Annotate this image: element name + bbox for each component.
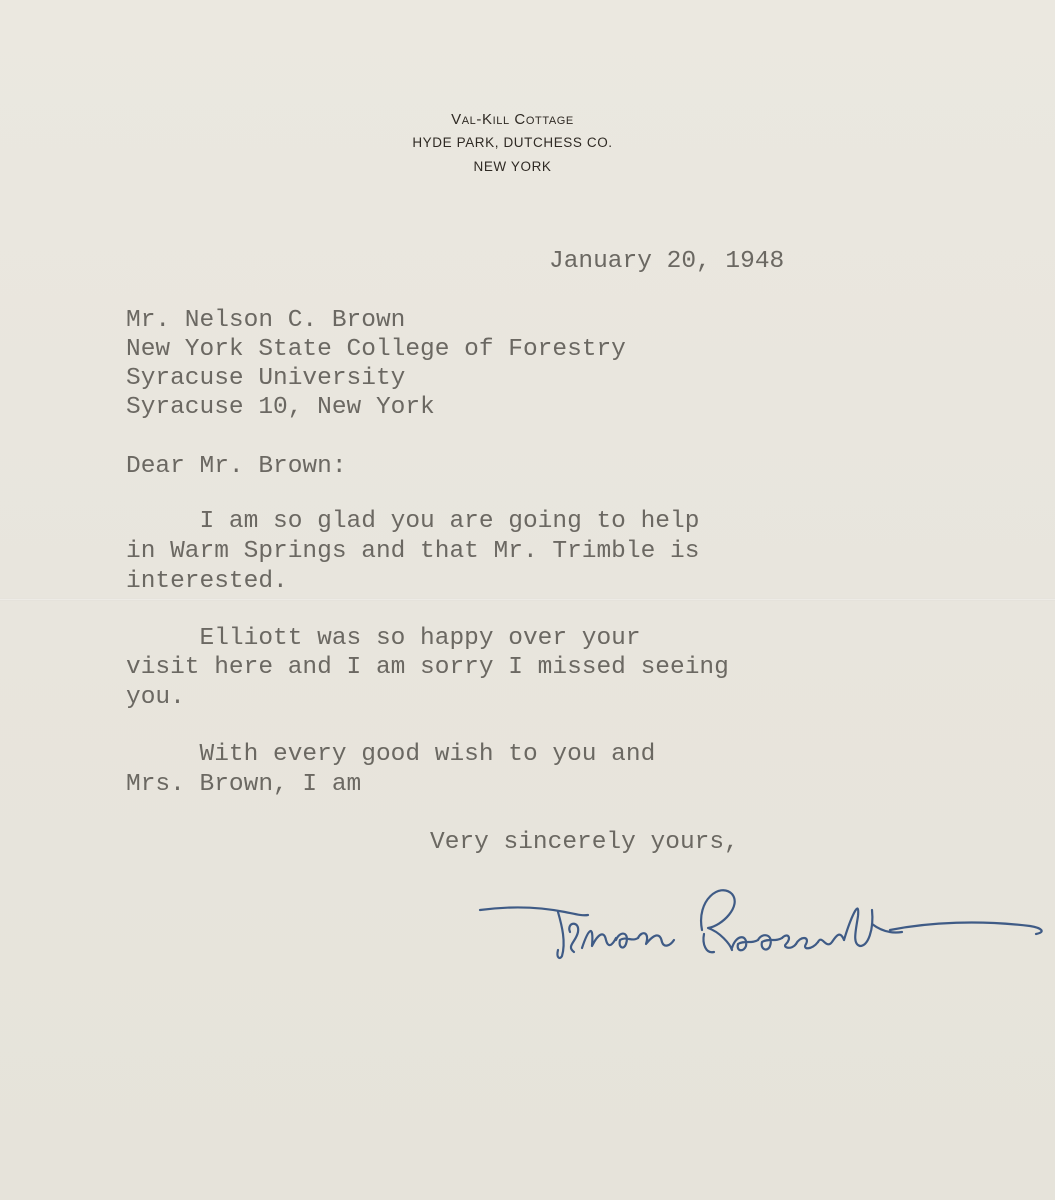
body-line: With every good wish to you and: [126, 741, 656, 768]
signature: [470, 860, 1050, 970]
body-line: you.: [126, 684, 185, 711]
closing: Very sincerely yours,: [430, 829, 739, 856]
letter-date: January 20, 1948: [549, 248, 785, 275]
paper-fold: [0, 598, 1055, 601]
body-line: in Warm Springs and that Mr. Trimble is: [126, 538, 700, 565]
recipient-university: Syracuse University: [126, 365, 406, 392]
recipient-name: Mr. Nelson C. Brown: [126, 307, 406, 334]
letterhead-address: HYDE PARK, DUTCHESS CO.: [412, 135, 613, 150]
recipient-city: Syracuse 10, New York: [126, 394, 435, 421]
letterhead-name: Val-Kill Cottage: [451, 111, 574, 128]
body-line: interested.: [126, 568, 288, 595]
body-line: Mrs. Brown, I am: [126, 771, 362, 798]
body-line: visit here and I am sorry I missed seeing: [126, 654, 729, 681]
letterhead-state: NEW YORK: [473, 159, 552, 174]
body-line: Elliott was so happy over your: [126, 625, 641, 652]
recipient-institution: New York State College of Forestry: [126, 336, 626, 363]
salutation: Dear Mr. Brown:: [126, 453, 347, 480]
body-line: I am so glad you are going to help: [126, 508, 700, 535]
